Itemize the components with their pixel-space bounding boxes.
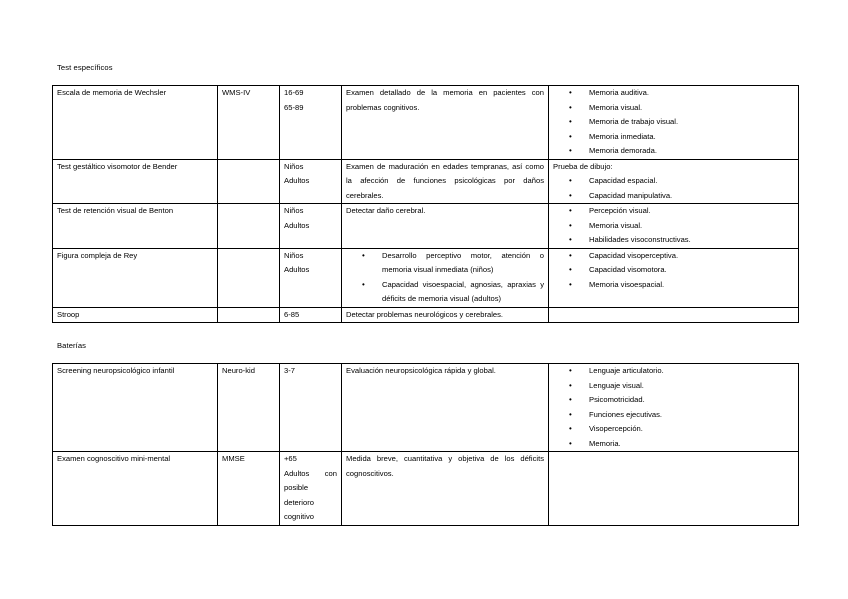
list-item: • Memoria visual.	[589, 101, 794, 116]
test-name: Escala de memoria de Wechsler	[53, 86, 218, 160]
test-abbr	[218, 204, 280, 249]
battery-measures	[549, 452, 799, 526]
list-item: • Memoria.	[589, 437, 794, 452]
age-range: Adultos	[284, 220, 310, 230]
battery-name: Examen cognoscitivo mini-mental	[53, 452, 218, 526]
list-item: • Psicomotricidad.	[589, 393, 794, 408]
description-list	[346, 249, 544, 307]
test-abbr	[218, 307, 280, 323]
batteries-table	[52, 363, 799, 526]
test-measures	[549, 248, 799, 307]
test-description: Detectar problemas neurológicos y cerebrales.	[342, 307, 549, 323]
test-name: Test de retención visual de Benton	[53, 204, 218, 249]
measures-list	[553, 364, 794, 451]
age-range: Adultos	[284, 265, 310, 274]
age-range: Niños	[284, 250, 304, 260]
specific-tests-table	[52, 85, 799, 323]
measures-list	[553, 174, 794, 203]
battery-name: Screening neuropsicológico infantil	[53, 364, 218, 452]
test-name: Stroop	[53, 307, 218, 323]
list-item: • Memoria visoespacial.	[589, 278, 794, 293]
battery-abbr: MMSE	[218, 452, 280, 526]
age-range: 65-89	[284, 102, 304, 112]
age-range: 6-85	[284, 309, 300, 319]
test-abbr	[218, 159, 280, 204]
list-item: • Memoria demorada.	[589, 144, 794, 159]
list-item: • Capacidad visomotora.	[589, 263, 794, 278]
test-ages	[280, 204, 342, 249]
battery-description: Evaluación neuropsicológica rápida y global.	[342, 364, 549, 452]
battery-measures	[549, 364, 799, 452]
test-abbr: WMS-IV	[218, 86, 280, 160]
list-item: • Capacidad espacial.	[589, 174, 794, 189]
table-row	[53, 452, 799, 526]
measures-list	[553, 249, 794, 293]
list-item: • Memoria visual.	[589, 219, 794, 234]
battery-ages	[280, 364, 342, 452]
list-item: • Desarrollo perceptivo motor, atención o memoria visual inmediata (niños)	[382, 249, 544, 278]
list-item: • Memoria de trabajo visual.	[589, 115, 794, 130]
age-range: Adultos con posible deterioro cognitivo	[284, 468, 337, 521]
age-range: 3-7	[284, 366, 295, 375]
test-name: Test gestáltico visomotor de Bender	[53, 159, 218, 204]
age-range: Niños	[284, 161, 304, 171]
battery-ages	[280, 452, 342, 526]
test-ages	[280, 159, 342, 204]
list-item: • Visopercepción.	[589, 422, 794, 437]
test-description: Examen detallado de la memoria en pacientes con problemas cognitivos.	[342, 86, 549, 160]
test-name: Figura compleja de Rey	[53, 248, 218, 307]
table-row	[53, 204, 799, 249]
measures-intro: Prueba de dibujo:	[553, 161, 613, 171]
test-description: Examen de maduración en edades tempranas, así como la afección de funciones psicológicas por daños cerebrales.	[342, 159, 549, 204]
measures-list	[553, 86, 794, 159]
table-row	[53, 86, 799, 160]
test-description: Detectar daño cerebral.	[342, 204, 549, 249]
test-measures	[549, 204, 799, 249]
test-measures	[549, 307, 799, 323]
measures-list	[553, 204, 794, 248]
test-ages	[280, 307, 342, 323]
list-item: • Memoria inmediata.	[589, 130, 794, 145]
test-description	[342, 248, 549, 307]
test-measures	[549, 86, 799, 160]
age-range: Niños	[284, 206, 304, 215]
list-item: • Lenguaje articulatorio.	[589, 364, 794, 379]
battery-abbr: Neuro-kid	[218, 364, 280, 452]
table-row	[53, 307, 799, 323]
age-range: Adultos	[284, 176, 310, 185]
test-abbr	[218, 248, 280, 307]
list-item: • Capacidad manipulativa.	[589, 189, 794, 204]
test-ages	[280, 86, 342, 160]
test-ages	[280, 248, 342, 307]
section-title-batteries: Baterías	[57, 341, 87, 350]
table-row	[53, 159, 799, 204]
section-title-specific-tests: Test específicos	[57, 63, 113, 72]
list-item: • Capacidad visoespacial, agnosias, apraxias y déficits de memoria visual (adultos)	[382, 278, 544, 307]
battery-description: Medida breve, cuantitativa y objetiva de los déficits cognoscitivos.	[342, 452, 549, 526]
list-item: • Habilidades visoconstructivas.	[589, 233, 794, 248]
list-item: • Percepción visual.	[589, 204, 794, 219]
list-item: • Capacidad visoperceptiva.	[589, 249, 794, 264]
table-row	[53, 364, 799, 452]
table-row	[53, 248, 799, 307]
test-measures	[549, 159, 799, 204]
list-item: • Memoria auditiva.	[589, 86, 794, 101]
list-item: • Lenguaje visual.	[589, 379, 794, 394]
age-range: +65	[284, 454, 297, 463]
list-item: • Funciones ejecutivas.	[589, 408, 794, 423]
age-range: 16-69	[284, 88, 304, 97]
